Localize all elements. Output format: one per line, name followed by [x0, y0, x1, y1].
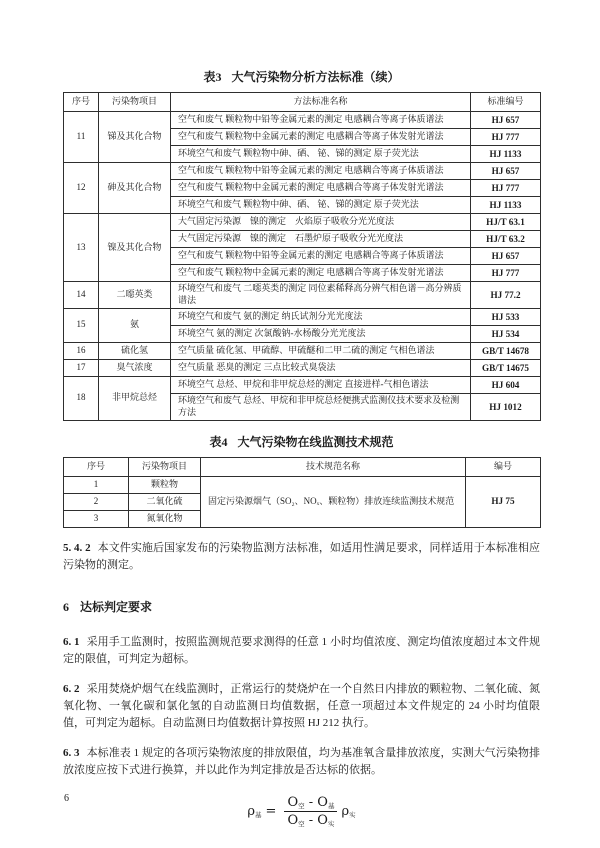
seq-cell: 17 — [64, 359, 99, 376]
code-cell: HJ 604 — [471, 376, 541, 393]
method-cell: 环境空气和废气 颗粒物中砷、硒、 铋、锑的测定 原子荧光法 — [171, 197, 471, 214]
pollutant-cell: 非甲烷总烃 — [99, 376, 171, 420]
pollutant-cell: 氨 — [99, 308, 171, 342]
header-cell-pollutant: 污染物项目 — [99, 93, 171, 112]
code-cell: HJ 1133 — [471, 197, 541, 214]
table3-title-text: 大气污染物分析方法标准（续） — [231, 70, 400, 84]
clause-6-2 — [63, 681, 540, 732]
table-row — [64, 376, 541, 393]
section-number: 6 — [63, 599, 69, 614]
page-content — [63, 0, 540, 828]
online-monitoring-table — [63, 457, 541, 528]
method-cell: 空气和废气 颗粒物中金属元素的测定 电感耦合等离子体发射光谱法 — [171, 129, 471, 146]
table-row — [64, 282, 541, 309]
clause-text: 本标准表 1 规定的各项污染物浓度的排放限值，均为基准氧含量排放浓度，实测大气污染物排放浓度应按下式进行换算，并以此作为判定排放是否达标的依据。 — [63, 746, 541, 776]
clause-6-1 — [63, 634, 540, 668]
fraction-denominator: $O_空 - O_实$ — [287, 812, 335, 828]
clause-text: 本文件实施后国家发布的污染物监测方法标准，如适用性满足要求，同样适用于本标准相应污染物的测定。 — [63, 541, 541, 571]
header-cell-code: 标准编号 — [471, 93, 541, 112]
page-number: 6 — [64, 793, 69, 804]
method-cell: 空气和废气 颗粒物中铅等金属元素的测定 电感耦合等离子体质谱法 — [171, 163, 471, 180]
seq-cell: 18 — [64, 376, 99, 420]
clause-label: 5. 4. 2 — [63, 541, 91, 554]
analysis-methods-table — [63, 92, 541, 421]
header-cell-code: 编号 — [466, 457, 541, 476]
method-cell: 空气和废气 颗粒物中金属元素的测定 电感耦合等离子体发射光谱法 — [171, 180, 471, 197]
table-header-row — [64, 93, 541, 112]
method-cell: 空气质量 硫化氢、甲硫醇、甲硫醚和二甲二硫的测定 气相色谱法 — [171, 342, 471, 359]
code-cell: HJ 75 — [466, 476, 541, 527]
pollutant-cell: 镍及其化合物 — [99, 214, 171, 282]
method-cell: 空气和废气 颗粒物中金属元素的测定 电感耦合等离子体发射光谱法 — [171, 265, 471, 282]
code-cell: HJ/T 63.2 — [471, 231, 541, 248]
clause-5-4-2 — [63, 540, 540, 574]
table-row — [64, 308, 541, 325]
clause-label: 6. 3 — [63, 746, 80, 759]
header-cell-no: 序号 — [64, 93, 99, 112]
header-cell-pollutant: 污染物项目 — [129, 457, 201, 476]
equals-sign: = — [265, 803, 277, 819]
clause-6-3 — [63, 745, 540, 779]
section-title: 达标判定要求 — [80, 599, 153, 614]
table-row — [64, 163, 541, 180]
pollutant-cell: 氮氧化物 — [129, 510, 201, 527]
method-cell: 环境空气和废气 总烃、甲烷和非甲烷总烃便携式监测仪技术要求及检测方法 — [171, 393, 471, 420]
table-row — [64, 359, 541, 376]
pollutant-cell: 二氧化硫 — [129, 493, 201, 510]
table4-title — [63, 421, 540, 449]
code-cell: HJ/T 63.1 — [471, 214, 541, 231]
method-cell: 环境空气 总烃、甲烷和非甲烷总烃的测定 直接进样-气相色谱法 — [171, 376, 471, 393]
method-cell: 大气固定污染源 镍的测定 火焰原子吸收分光光度法 — [171, 214, 471, 231]
pollutant-cell: 锑及其化合物 — [99, 112, 171, 163]
formula-rhs: $\rho_实$ — [341, 803, 356, 819]
method-cell: 环境空气和废气 二噁英类的测定 同位素稀释高分辨气相色谱－高分辨质谱法 — [171, 282, 471, 309]
method-cell: 空气和废气 颗粒物中铅等金属元素的测定 电感耦合等离子体质谱法 — [171, 248, 471, 265]
pollutant-cell: 臭气浓度 — [99, 359, 171, 376]
code-cell: HJ 777 — [471, 265, 541, 282]
seq-cell: 13 — [64, 214, 99, 282]
header-cell-no: 序号 — [64, 457, 129, 476]
table-row — [64, 112, 541, 129]
section-6-heading — [63, 600, 540, 614]
oxygen-conversion-formula — [63, 795, 540, 828]
seq-cell: 11 — [64, 112, 99, 163]
code-cell: HJ 777 — [471, 180, 541, 197]
table4-title-text: 大气污染物在线监测技术规范 — [237, 434, 394, 449]
code-cell: HJ 777 — [471, 129, 541, 146]
clause-label: 6. 2 — [63, 682, 80, 695]
formula-lhs: $\rho_基$ — [247, 803, 262, 819]
seq-cell: 16 — [64, 342, 99, 359]
code-cell: GB/T 14675 — [471, 359, 541, 376]
method-cell: 空气和废气 颗粒物中铅等金属元素的测定 电感耦合等离子体质谱法 — [171, 112, 471, 129]
code-cell: HJ 1133 — [471, 146, 541, 163]
table-header-row — [64, 457, 541, 476]
method-cell: 空气质量 恶臭的测定 三点比较式臭袋法 — [171, 359, 471, 376]
pollutant-cell: 二噁英类 — [99, 282, 171, 309]
fraction-numerator: $O_空 - O_基$ — [284, 795, 337, 812]
code-cell: HJ 77.2 — [471, 282, 541, 309]
table4-title-label: 表4 — [209, 434, 228, 449]
header-cell-method: 方法标准名称 — [171, 93, 471, 112]
pollutant-cell: 颗粒物 — [129, 476, 201, 493]
seq-cell: 14 — [64, 282, 99, 309]
code-cell: HJ 657 — [471, 163, 541, 180]
table-row — [64, 214, 541, 231]
formula-fraction — [284, 795, 337, 828]
table-row — [64, 476, 541, 493]
clause-label: 6. 1 — [63, 635, 80, 648]
code-cell: HJ 533 — [471, 308, 541, 325]
method-cell: 环境空气和废气 颗粒物中砷、硒、 铋、锑的测定 原子荧光法 — [171, 146, 471, 163]
code-cell: HJ 657 — [471, 248, 541, 265]
clause-text: 采用手工监测时，按照监测规范要求测得的任意 1 小时均值浓度、测定均值浓度超过本文件规定的限值，可判定为超标。 — [63, 635, 541, 665]
table3-title — [63, 0, 540, 84]
code-cell: GB/T 14678 — [471, 342, 541, 359]
pollutant-cell: 硫化氢 — [99, 342, 171, 359]
method-cell: 环境空气 氨的测定 次氯酸钠-水杨酸分光光度法 — [171, 325, 471, 342]
seq-cell: 15 — [64, 308, 99, 342]
code-cell: HJ 1012 — [471, 393, 541, 420]
pollutant-cell: 砷及其化合物 — [99, 163, 171, 214]
method-cell: 环境空气和废气 氨的测定 纳氏试剂分光光度法 — [171, 308, 471, 325]
seq-cell: 1 — [64, 476, 129, 493]
code-cell: HJ 534 — [471, 325, 541, 342]
seq-cell: 3 — [64, 510, 129, 527]
seq-cell: 2 — [64, 493, 129, 510]
header-cell-spec: 技术规范名称 — [201, 457, 466, 476]
spec-cell: 固定污染源烟气（SO₂、NOₓ、颗粒物）排放连续监测技术规范 — [201, 476, 466, 527]
seq-cell: 12 — [64, 163, 99, 214]
table3-title-label: 表3 — [203, 70, 222, 84]
method-cell: 大气固定污染源 镍的测定 石墨炉原子吸收分光光度法 — [171, 231, 471, 248]
code-cell: HJ 657 — [471, 112, 541, 129]
clause-text: 采用焚烧炉烟气在线监测时，正常运行的焚烧炉在一个自然日内排放的颗粒物、二氧化硫、氮氧化物、一氧化碳和氯化氢的自动监测日均值数据，任意一项超过本文件规定的 24 小时均值限值，可判定为超标。自动监测日均值数据计算按照 HJ 212 执行。 — [63, 682, 540, 729]
table-row — [64, 342, 541, 359]
